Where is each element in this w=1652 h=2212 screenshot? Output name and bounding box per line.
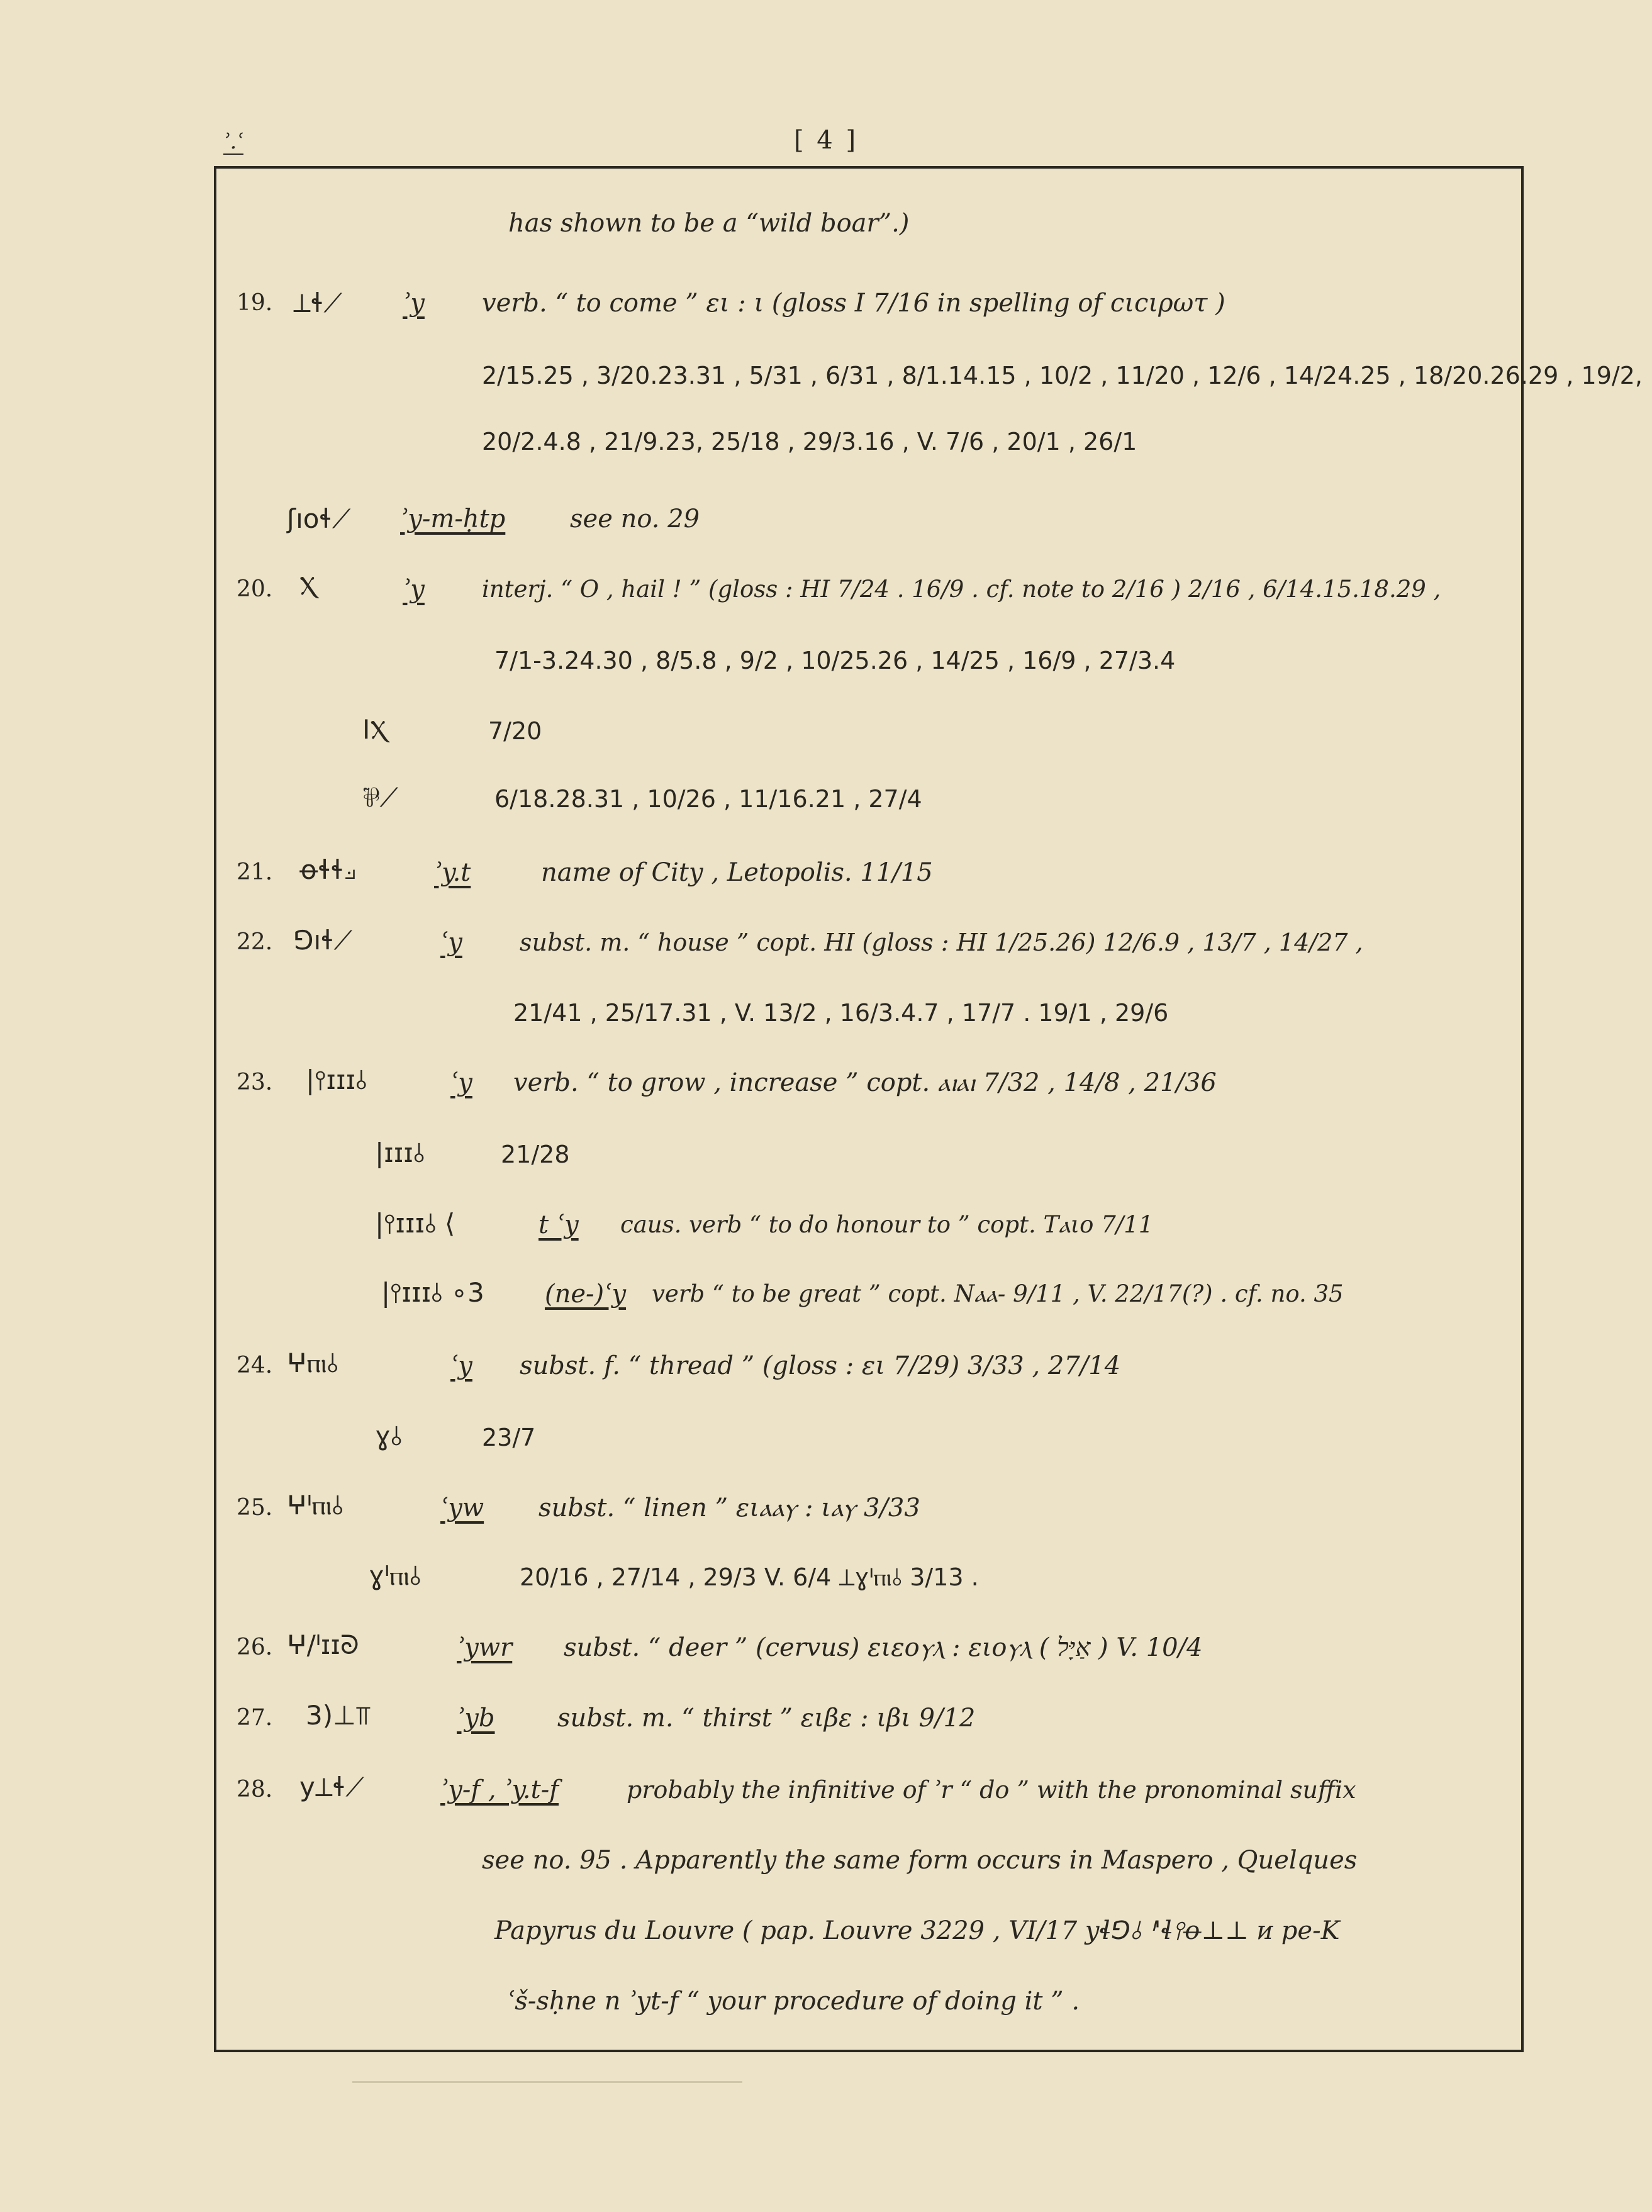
entry-definition: interj. “ O , hail ! ” (gloss : HI 7/24 . 16/9 . cf. note to 2/16 ) 2/16 , 6/14.15.18.29 , (482, 576, 1441, 603)
demotic-sign: 3)⊥⫪ (306, 1700, 371, 1731)
transliteration: ʾy (403, 575, 425, 604)
demotic-sign: |ɪɪɪ⫰ (375, 1137, 425, 1168)
entry-definition: subst. “ deer ” (cervus) ειεοⲩⲗ : ειοⲩⲗ ( אַיָּל ) V. 10/4 (564, 1633, 1203, 1662)
entry-continuation: see no. 95 . Apparently the same form occurs in Maspero , Quelques (482, 1846, 1358, 1875)
entry-definition: verb. “ to come ” ει : ι (gloss I 7/16 in spelling of ϲιϲιρωτ ) (482, 289, 1225, 318)
reference-list: 21/41 , 25/17.31 , V. 13/2 , 16/3.4.7 , 17/7 . 19/1 , 29/6 (513, 999, 1169, 1027)
demotic-sign: IⲬ (362, 714, 388, 745)
entry-definition: subst. m. “ house ” copt. HI (gloss : HI 1/25.26) 12/6.9 , 13/7 , 14/27 , (520, 929, 1363, 956)
entry-number: 27. (237, 1705, 273, 1731)
entry-number: 21. (237, 859, 273, 885)
demotic-sign: ⟂ɬ⟋ (293, 288, 342, 318)
continuation-text: has shown to be a “wild boar”.) (508, 209, 910, 238)
page-number: [ 4 ] (793, 126, 859, 155)
transliteration: ʾywr (457, 1633, 513, 1662)
demotic-sign: ⵖ/ᑊɪɪᘐ (287, 1629, 359, 1660)
demotic-sign: ⵖⲡⲓ⫰ (287, 1348, 338, 1378)
reference-list: 7/20 (488, 717, 542, 745)
demotic-sign: y⟂ɬ⟋ (299, 1772, 364, 1802)
entry-number: 25. (237, 1495, 273, 1521)
entry-number: 19. (237, 290, 273, 316)
demotic-sign: ꝋɬɬ⟓ (299, 854, 357, 885)
entry-definition: see no. 29 (570, 505, 700, 533)
entry-definition: verb “ to be great ” copt. Nⲁⲁ- 9/11 , V. 22/17(?) . cf. no. 35 (652, 1280, 1344, 1307)
scan-artifact-line (352, 2081, 742, 2083)
entry-number: 20. (237, 576, 273, 602)
transliteration: ʾy-m-ḥtp (400, 505, 506, 533)
entry-definition: probably the infinitive of ʾr “ do ” with the pronominal suffix (627, 1776, 1356, 1804)
demotic-sign: |⫯ɪɪɪ⫰ ⟨ (375, 1208, 455, 1239)
reference-list: 2/15.25 , 3/20.23.31 , 5/31 , 6/31 , 8/1.14.15 , 10/2 , 11/20 , 12/6 , 14/24.25 , 18/20.26.29 , 19/2, (482, 362, 1643, 389)
transliteration: ʿy (450, 1068, 472, 1097)
reference-list: 21/28 (501, 1141, 570, 1168)
reference-list: 23/7 (482, 1424, 536, 1451)
demotic-sign: |⫯ɪɪɪ⫰ (306, 1064, 367, 1095)
demotic-sign: ʃıoɬ⟋ (287, 503, 351, 534)
reference-list: 6/18.28.31 , 10/26 , 11/16.21 , 27/4 (494, 785, 922, 813)
transliteration: ʾy.t (434, 858, 471, 887)
transliteration: ʾy-f , ʾy.t-f (440, 1775, 559, 1804)
reference-list: 20/16 , 27/14 , 29/3 V. 6/4 ⟂ɣᑊⲡⲓ⫰ 3/13 . (520, 1563, 979, 1591)
entry-definition: subst. m. “ thirst ” ειβε : ιβι 9/12 (557, 1704, 976, 1733)
demotic-sign: ⅌⟋ (362, 782, 398, 813)
entry-number: 22. (237, 929, 273, 955)
transliteration: t ʿy (539, 1210, 579, 1239)
entry-definition: subst. f. “ thread ” (gloss : ει 7/29) 3/33 , 27/14 (520, 1351, 1121, 1380)
corner-mark: ʾ.ʿ (223, 129, 243, 154)
transliteration: (ne-)ʿy (545, 1280, 627, 1309)
transliteration: ʾyb (457, 1704, 495, 1733)
transliteration: ʿyw (440, 1494, 484, 1522)
demotic-sign: ɣᑊⲡⲓ⫰ (369, 1560, 421, 1591)
entry-continuation: Papyrus du Louvre ( pap. Louvre 3229 , VI/17 yɬ⅁⫰ ᑊ'ɬ⫯ꝋ⊥⊥ ᴎ pe-K (494, 1916, 1340, 1945)
entry-definition: verb. “ to grow , increase ” copt. ⲁⲓⲁⲓ 7/32 , 14/8 , 21/36 (513, 1068, 1217, 1097)
transliteration: ʿy (450, 1351, 472, 1380)
demotic-sign: Ⲭ (299, 570, 317, 601)
demotic-sign: ⅁ıɬ⟋ (293, 925, 353, 956)
reference-list: 7/1-3.24.30 , 8/5.8 , 9/2 , 10/25.26 , 14/25 , 16/9 , 27/3.4 (494, 647, 1176, 674)
entry-continuation: ʿš-sḥne n ʾyt-f “ your procedure of doing it ” . (507, 1987, 1080, 2016)
entry-number: 23. (237, 1070, 273, 1095)
entry-number: 24. (237, 1353, 273, 1378)
entry-number: 28. (237, 1777, 273, 1802)
demotic-sign: ɣ⫰ (375, 1421, 403, 1451)
demotic-sign: ⵖᑊⲡⲓ⫰ (287, 1490, 343, 1521)
transliteration: ʿy (440, 928, 462, 957)
entry-definition: caus. verb “ to do honour to ” copt. Tⲁιο 7/11 (620, 1211, 1154, 1238)
entry-definition: name of City , Letopolis. 11/15 (541, 858, 933, 887)
entry-definition: subst. “ linen ” ειⲁⲁⲩ : ιⲁⲩ 3/33 (539, 1494, 920, 1522)
transliteration: ʾy (403, 289, 425, 318)
entry-number: 26. (237, 1634, 273, 1660)
reference-list: 20/2.4.8 , 21/9.23, 25/18 , 29/3.16 , V. 7/6 , 20/1 , 26/1 (482, 428, 1137, 455)
demotic-sign: |⫯ɪɪɪ⫰ ∘3 (381, 1277, 484, 1308)
